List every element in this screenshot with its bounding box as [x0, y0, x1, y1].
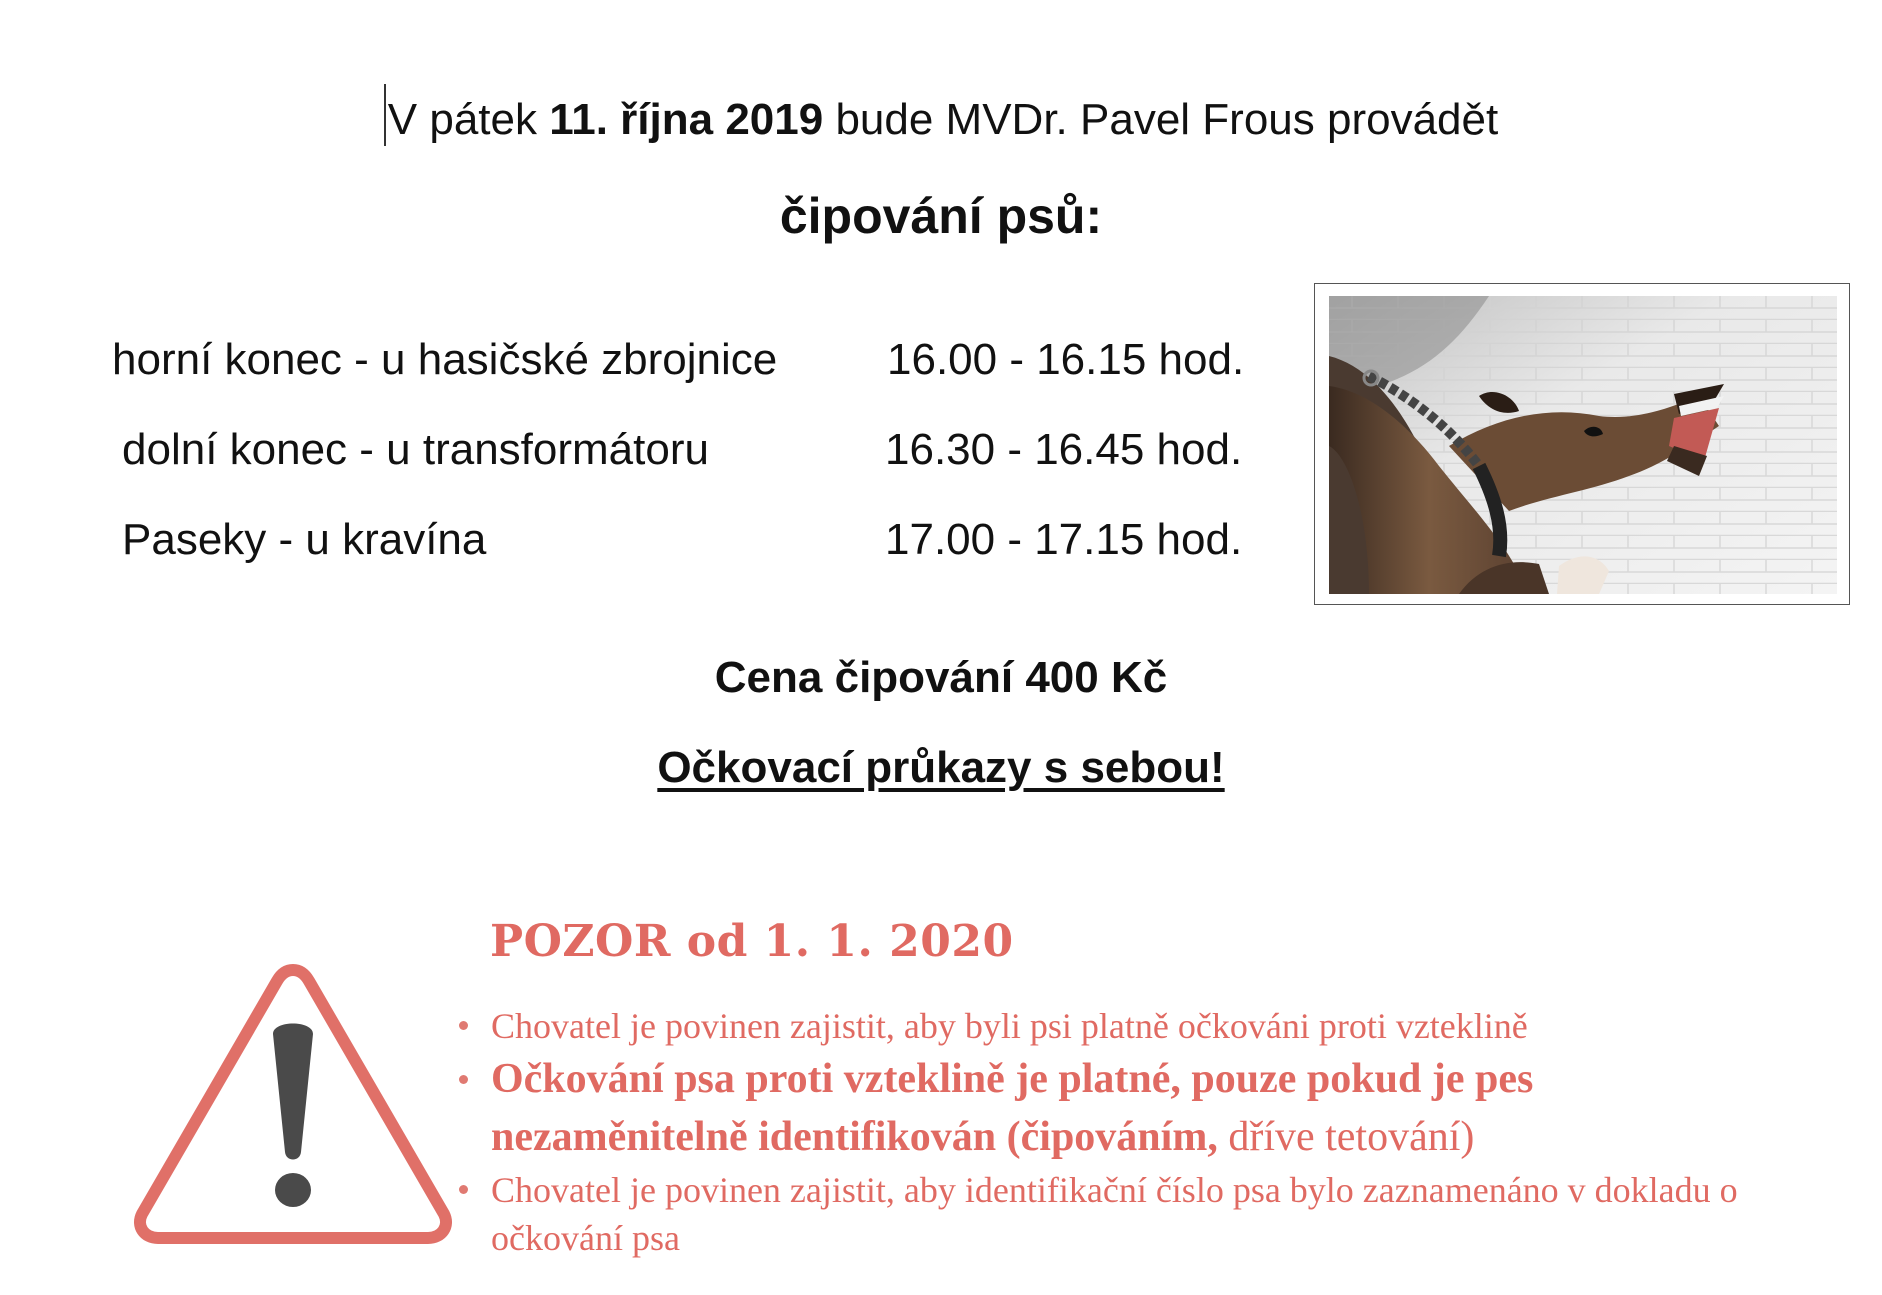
- intro-suffix: bude MVDr. Pavel Frous provádět: [823, 95, 1499, 144]
- text-cursor: [384, 84, 386, 146]
- warning-item: Chovatel je povinen zajistit, aby identifikační číslo psa bylo zaznamenáno v dokladu o očkování psa: [455, 1166, 1795, 1262]
- page-heading: čipování psů:: [779, 188, 1103, 244]
- dog-photo: [1314, 283, 1850, 605]
- intro-line: [0, 84, 1882, 148]
- schedule-place: horní konec - u hasičské zbrojnice: [112, 335, 778, 384]
- warning-title: POZOR od 1. 1. 2020: [490, 916, 1014, 967]
- schedule-time: 16.30 - 16.45 hod.: [885, 425, 1243, 474]
- price-line: Cena čipování 400 Kč: [714, 653, 1168, 702]
- intro-date: 11. října 2019: [549, 95, 824, 144]
- warning-list: [455, 1002, 1795, 1262]
- warning-item: Očkování psa proti vzteklině je platné, pouze pokud je pes nezaměnitelně identifikován (čipováním, dříve tetování): [455, 1050, 1795, 1166]
- vaccination-note: Očkovací průkazy s sebou!: [657, 743, 1225, 792]
- warning-triangle-icon: [130, 956, 456, 1246]
- schedule-time: 16.00 - 16.15 hod.: [887, 335, 1245, 384]
- schedule-place: dolní konec - u transformátoru: [122, 425, 709, 474]
- warning-item: Chovatel je povinen zajistit, aby byli psi platně očkováni proti vzteklině: [455, 1002, 1795, 1050]
- schedule-place: Paseky - u kravína: [122, 515, 487, 564]
- barking-dog-image: [1329, 296, 1837, 594]
- schedule-time: 17.00 - 17.15 hod.: [885, 515, 1243, 564]
- intro-prefix: V pátek: [387, 95, 550, 144]
